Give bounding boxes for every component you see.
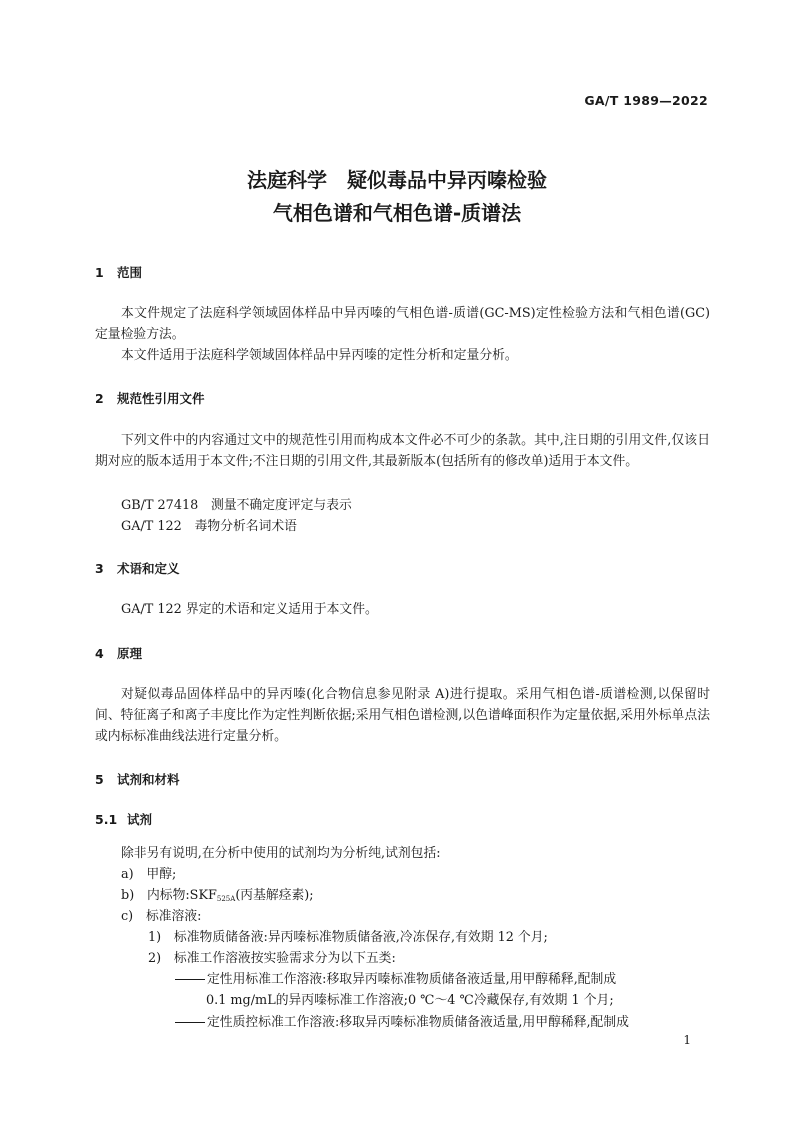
section-4-heading <box>95 644 142 662</box>
section-3-paragraph-1: GA/T 122 界定的术语和定义适用于本文件。 <box>121 602 378 617</box>
section-number: 5 <box>95 772 104 787</box>
subsection-5-1-heading <box>95 810 152 828</box>
reagents-intro: 除非另有说明,在分析中使用的试剂均为分析纯,试剂包括: <box>121 846 441 861</box>
section-4-paragraph-1: 对疑似毒品固体样品中的异丙嗪(化合物信息参见附录 A)进行提取。采用气相色谱-质谱检测,以保留时间、特征离子和离子丰度比作为定性判断依据;采用气相色谱检测,以色谱峰面积作为定量依据,采用外标单点法或内标标准曲线法进行定量分析。 <box>95 687 710 744</box>
document-code: GA/T 1989—2022 <box>584 93 708 108</box>
dash-item-1-text: 定性用标准工作溶液:移取异丙嗪标准物质储备液适量,用甲醇稀释,配制成 <box>207 972 617 987</box>
section-title: 原理 <box>117 646 143 661</box>
section-title: 规范性引用文件 <box>117 391 205 406</box>
list-item-c-2: 2) 标准工作溶液按实验需求分为以下五类: <box>148 951 396 966</box>
subsection-number: 5.1 <box>95 812 118 827</box>
document-title-line1: 法庭科学 疑似毒品中异丙嗪检验 <box>247 168 547 192</box>
list-item-b <box>121 884 314 903</box>
section-1-paragraph-2: 本文件适用于法庭科学领域固体样品中异丙嗪的定性分析和定量分析。 <box>121 348 518 363</box>
list-item-b-text-end: (丙基解痉素); <box>235 888 314 903</box>
normative-reference-2: GA/T 122 毒物分析名词术语 <box>121 519 297 534</box>
section-5-heading <box>95 770 180 788</box>
section-number: 2 <box>95 391 104 406</box>
dash-item-1-continuation: 0.1 mg/mL的异丙嗪标准工作溶液;0 ℃～4 ℃冷藏保存,有效期 1 个月; <box>206 993 614 1008</box>
dash-item-2 <box>175 1011 629 1030</box>
section-3-heading <box>95 559 180 577</box>
dash-item-2-text: 定性质控标准工作溶液:移取异丙嗪标准物质储备液适量,用甲醇稀释,配制成 <box>207 1015 629 1030</box>
list-item-c: c) 标准溶液: <box>121 909 202 924</box>
list-item-b-subscript: 525A <box>216 895 236 903</box>
dash-mark <box>175 979 205 980</box>
dash-item-1 <box>175 968 616 987</box>
section-2-heading <box>95 389 205 407</box>
list-item-a: a) 甲醇; <box>121 867 177 882</box>
section-number: 1 <box>95 265 104 280</box>
section-title: 试剂和材料 <box>117 772 180 787</box>
list-item-b-text: b) 内标物:SKF <box>121 888 217 903</box>
document-title-line2: 气相色谱和气相色谱-质谱法 <box>272 201 522 225</box>
section-2-paragraph-1: 下列文件中的内容通过文中的规范性引用而构成本文件必不可少的条款。其中,注日期的引用文件,仅该日期对应的版本适用于本文件;不注日期的引用文件,其最新版本(包括所有的修改单)适用于本文件。 <box>95 433 710 469</box>
normative-reference-1: GB/T 27418 测量不确定度评定与表示 <box>121 498 352 513</box>
subsection-title: 试剂 <box>127 812 153 827</box>
section-title: 范围 <box>117 265 143 280</box>
page-number: 1 <box>683 1033 691 1047</box>
dash-mark <box>175 1022 205 1023</box>
section-1-paragraph-1: 本文件规定了法庭科学领域固体样品中异丙嗪的气相色谱-质谱(GC-MS)定性检验方法和气相色谱(GC)定量检验方法。 <box>95 306 710 342</box>
list-item-c-1: 1) 标准物质储备液:异丙嗪标准物质储备液,冷冻保存,有效期 12 个月; <box>148 930 548 945</box>
section-title: 术语和定义 <box>117 561 180 576</box>
section-number: 3 <box>95 561 104 576</box>
section-1-heading <box>95 263 142 281</box>
section-number: 4 <box>95 646 104 661</box>
